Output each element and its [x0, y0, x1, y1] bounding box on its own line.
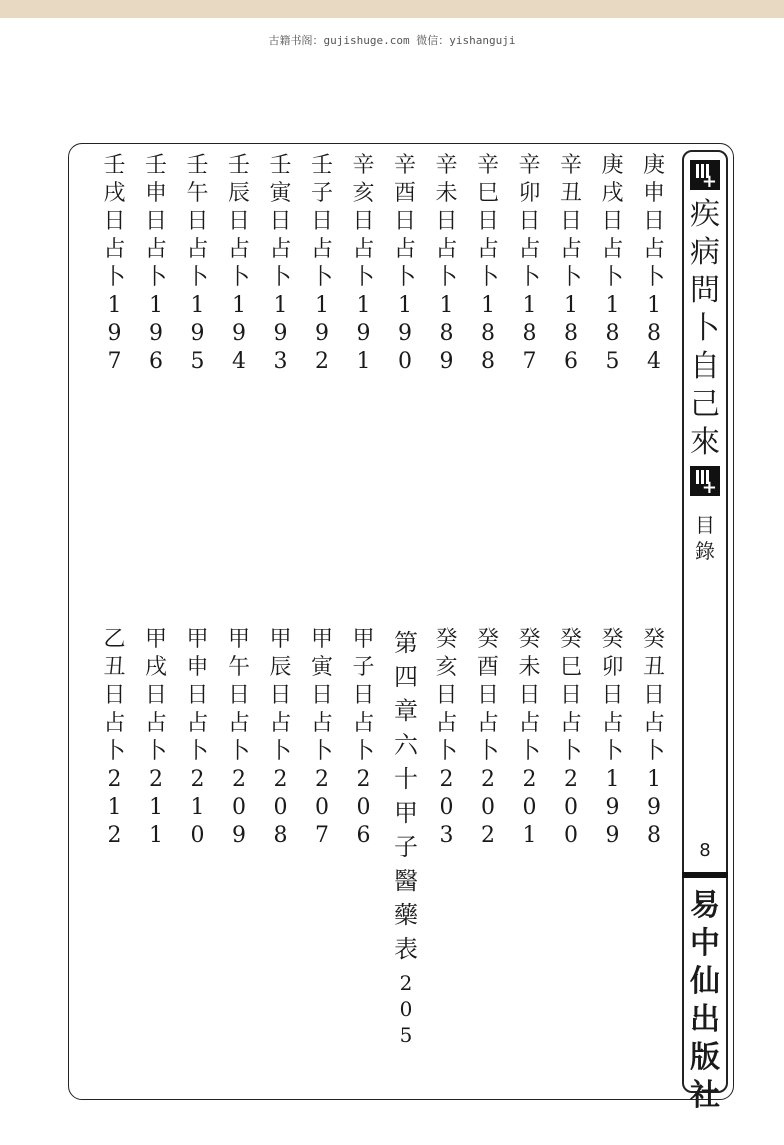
toc-entry: [602, 152, 624, 376]
toc-entry-page: 1 8 6: [564, 293, 578, 374]
page-number: 8: [699, 840, 711, 861]
toc-entry: [643, 626, 665, 850]
top-border-bar: [0, 0, 784, 18]
book-title: 疾 病 問 卜 自 己 來: [690, 197, 720, 460]
logo-top: [684, 156, 726, 194]
toc-entry-page: 1 9 2: [315, 293, 329, 374]
toc-entry-title: 甲 戌 日 占 卜: [145, 627, 168, 764]
toc-entry-page: 2 0 7: [315, 767, 329, 848]
toc-entry-page: 1 9 7: [107, 293, 122, 374]
toc-entry: [436, 626, 458, 850]
toc-entry-page: 1 9 4: [232, 293, 246, 374]
toc-entry-page: 1 8 4: [647, 293, 661, 374]
toc-entry-title: 壬 申 日 占 卜: [145, 153, 168, 290]
toc-entry: [353, 626, 375, 850]
toc-entry-page: 1 9 9: [605, 767, 620, 848]
toc-entry-page: 1 9 1: [356, 293, 371, 374]
toc-entry-title: 癸 丑 日 占 卜: [643, 627, 666, 764]
toc-entry-page: 2 0 8: [273, 767, 288, 848]
toc-entry-title: 壬 辰 日 占 卜: [228, 153, 251, 290]
toc-entry-page: 2 0 3: [439, 767, 454, 848]
toc-entry: [311, 152, 333, 376]
toc-entry-title: 癸 亥 日 占 卜: [435, 627, 458, 764]
toc-entry-title: 壬 寅 日 占 卜: [269, 153, 292, 290]
toc-entry: [104, 152, 126, 376]
toc-entry: [228, 152, 250, 376]
sidebar-divider: [682, 872, 728, 878]
toc-entry-page: 1 8 8: [481, 293, 495, 374]
hand-cross-icon: [690, 466, 720, 496]
toc-entry-page: 2 0 5: [399, 971, 413, 1047]
toc-entry-page: 2 1 0: [190, 767, 205, 848]
toc-entry: [436, 152, 458, 376]
toc-entry: [187, 152, 209, 376]
toc-entry-title: 壬 戌 日 占 卜: [103, 153, 126, 290]
toc-entry-page: 1 9 6: [149, 293, 163, 374]
toc-entry-title: 辛 丑 日 占 卜: [560, 153, 583, 290]
toc-entry: [477, 152, 499, 376]
toc-entry: [394, 152, 416, 376]
toc-entry-page: 1 9 5: [190, 293, 205, 374]
toc-entry-title: 甲 申 日 占 卜: [186, 627, 209, 764]
toc-entry-title: 庚 戌 日 占 卜: [601, 153, 624, 290]
toc-entry: [353, 152, 375, 376]
toc-entry: [270, 152, 292, 376]
toc-entry: [145, 152, 167, 376]
toc-entry: [643, 152, 665, 376]
watermark-text: 古籍书阁：gujishuge.com 微信：yishanguji: [268, 34, 516, 47]
toc-entry-title: 甲 寅 日 占 卜: [311, 627, 334, 764]
toc-entry: [187, 626, 209, 850]
toc-entry: [560, 626, 582, 850]
toc-entry: [270, 626, 292, 850]
toc-chapter-entry: [394, 626, 418, 1047]
toc-entry: [104, 626, 126, 850]
toc-entry: [519, 152, 541, 376]
toc-entry: [311, 626, 333, 850]
toc-entry-title: 庚 申 日 占 卜: [643, 153, 666, 290]
toc-entry-title: 癸 卯 日 占 卜: [601, 627, 624, 764]
sidebar: [682, 150, 728, 1113]
toc-entry-page: 2 0 9: [232, 767, 246, 848]
toc-entry: [145, 626, 167, 850]
toc-entry: [602, 626, 624, 850]
toc-entry-title: 第 四 章 六 十 甲 子 醫 藥 表: [394, 629, 418, 963]
toc-entry-page: 2 0 1: [522, 767, 537, 848]
toc-entry-page: 1 9 8: [647, 767, 661, 848]
toc-entry-title: 壬 子 日 占 卜: [311, 153, 334, 290]
toc-entry: [519, 626, 541, 850]
toc-entry-title: 癸 酉 日 占 卜: [477, 627, 500, 764]
publisher-name: 易 中 仙 出 版 社: [690, 888, 720, 1113]
toc-entry-page: 2 0 0: [564, 767, 578, 848]
toc-entry-page: 2 0 2: [481, 767, 495, 848]
toc-entry-page: 1 8 9: [439, 293, 454, 374]
toc-entry-title: 辛 巳 日 占 卜: [477, 153, 500, 290]
toc-entry-page: 1 8 5: [605, 293, 620, 374]
toc-entry-page: 1 9 3: [273, 293, 288, 374]
toc-entry: [477, 626, 499, 850]
toc-entry-title: 辛 卯 日 占 卜: [518, 153, 541, 290]
toc-entry: [560, 152, 582, 376]
toc-entry-title: 辛 未 日 占 卜: [435, 153, 458, 290]
toc-entry-page: 1 8 7: [522, 293, 537, 374]
toc-entry-page: 2 1 2: [107, 767, 122, 848]
toc-entry-title: 辛 酉 日 占 卜: [394, 153, 417, 290]
toc-entry-title: 辛 亥 日 占 卜: [352, 153, 375, 290]
toc-entry-title: 甲 辰 日 占 卜: [269, 627, 292, 764]
section-label: 目 錄: [695, 513, 715, 563]
toc-entry-title: 癸 巳 日 占 卜: [560, 627, 583, 764]
toc-entry-title: 甲 午 日 占 卜: [228, 627, 251, 764]
toc-entry: [228, 626, 250, 850]
logo-bottom: [684, 462, 726, 500]
toc-entry-title: 甲 子 日 占 卜: [352, 627, 375, 764]
toc-entry-title: 癸 未 日 占 卜: [518, 627, 541, 764]
hand-cross-icon: [690, 160, 720, 190]
toc-entry-title: 乙 丑 日 占 卜: [103, 627, 126, 764]
toc-entry-page: 2 1 1: [149, 767, 163, 848]
toc-entry-page: 1 9 0: [398, 293, 412, 374]
toc-entry-title: 壬 午 日 占 卜: [186, 153, 209, 290]
toc-entry-page: 2 0 6: [356, 767, 371, 848]
